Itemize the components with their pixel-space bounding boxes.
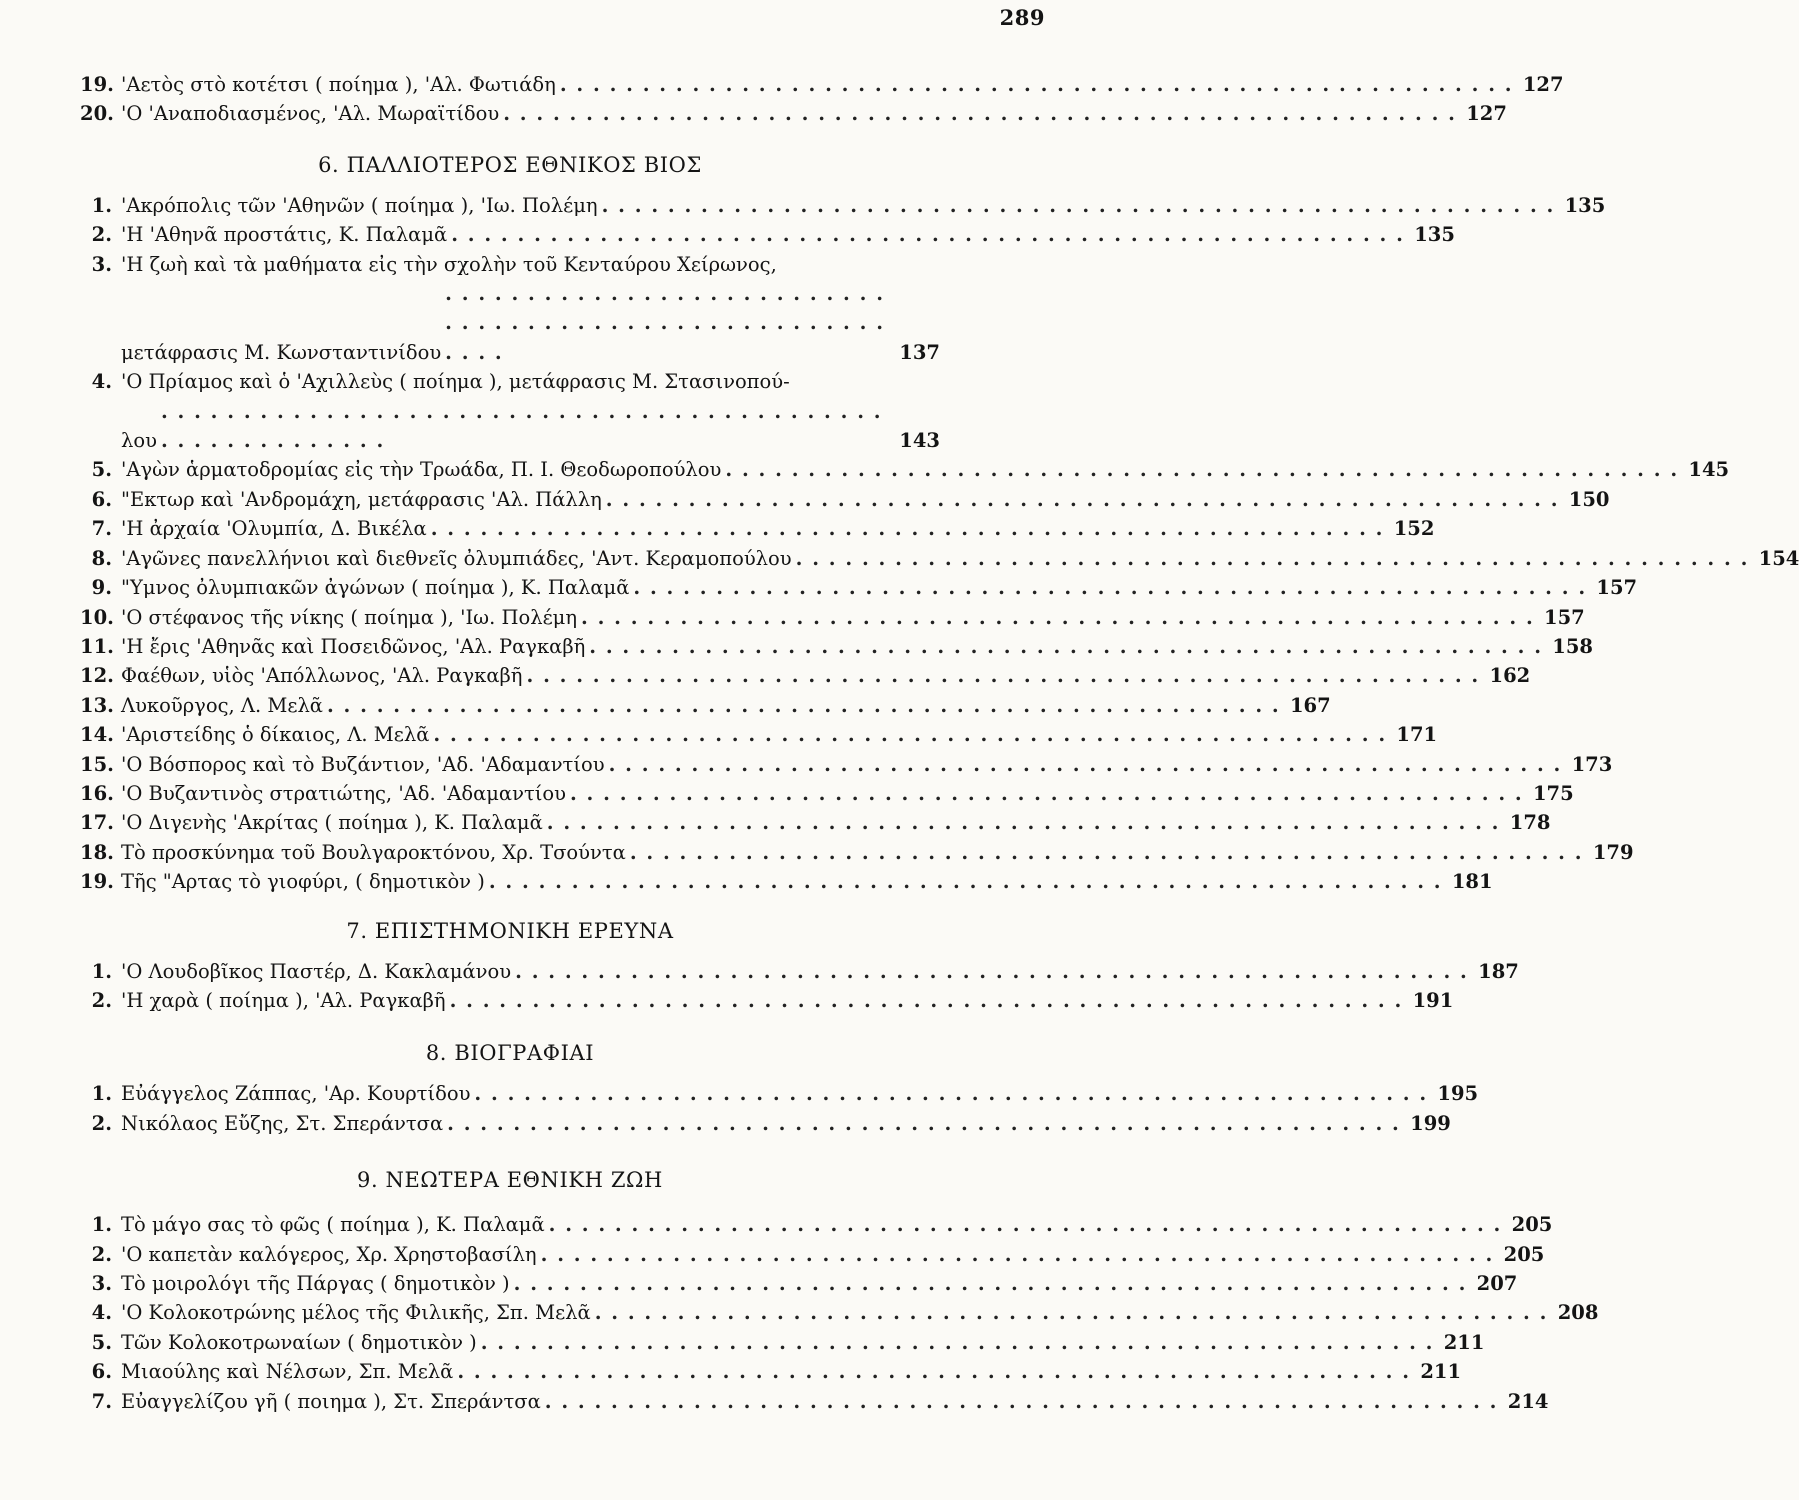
entry-title: 'Ο 'Αναποδιασμένος, 'Αλ. Μωραϊτίδου: [121, 102, 500, 126]
toc-entry: [80, 455, 1730, 484]
toc-entry: [80, 867, 1493, 896]
dot-leader: [537, 1240, 1497, 1269]
entry-number: 2.: [91, 1111, 112, 1135]
entry-title: Εὐαγγελίζου γῆ ( ποιημα ), Στ. Σπεράντσα: [121, 1389, 541, 1413]
dot-leader: [566, 779, 1526, 808]
entry-page: 214: [1507, 1389, 1549, 1413]
toc-entry: [80, 632, 1593, 661]
toc-entry: [80, 720, 1438, 749]
entry-title-continued: μετάφρασις Μ. Κωνσταντινίδου: [121, 340, 442, 364]
dot-leader: [591, 1298, 1551, 1327]
entry-number: 15.: [80, 752, 114, 776]
dot-leader: [499, 99, 1459, 128]
dot-leader: [446, 986, 1406, 1015]
dot-leader: [541, 1387, 1501, 1416]
entry-title: 'Η ζωὴ καὶ τὰ μαθήματα εἰς τὴν σχολὴν τοῦ Κενταύρου Χείρωνος,: [121, 252, 777, 276]
entry-page: 179: [1592, 840, 1634, 864]
entry-title: 'Ο καπετὰν καλόγερος, Χρ. Χρηστοβασίλη: [121, 1242, 537, 1266]
entry-number: 11.: [80, 634, 114, 658]
dot-leader: [441, 279, 892, 367]
toc-entry: [80, 1357, 1462, 1386]
dot-leader: [629, 573, 1589, 602]
entry-title: Νικόλαος Εὔζης, Στ. Σπεράντσα: [121, 1111, 444, 1135]
dot-leader: [427, 514, 1387, 543]
dot-leader: [545, 1210, 1505, 1239]
dot-leader: [477, 1328, 1437, 1357]
section-heading: 6. ΠΑΛΛΙΟΤΕΡΟΣ ΕΘΝΙΚΟΣ ΒΙΟΣ: [318, 152, 702, 177]
entry-title: 'Αγὼν ἁρματοδρομίας εἰς τὴν Τρωάδα, Π. Ι. Θεοδωροπούλου: [121, 458, 722, 482]
toc-entry: [80, 99, 1507, 128]
entry-number: 1.: [91, 1082, 112, 1106]
entry-title: 'Ακρόπολις τῶν 'Αθηνῶν ( ποίημα ), 'Ιω. Πολέμη: [121, 193, 598, 217]
dot-leader: [157, 397, 892, 456]
entry-page: 211: [1420, 1360, 1462, 1384]
entry-page: 127: [1522, 73, 1564, 96]
entry-page: 143: [899, 429, 940, 453]
entry-page: 157: [1544, 605, 1585, 629]
entry-number: 20.: [80, 102, 114, 126]
entry-page: 135: [1564, 193, 1606, 217]
dot-leader: [511, 957, 1471, 986]
section-heading: 9. ΝΕΩΤΕΡΑ ΕΘΝΙΚΗ ΖΩΗ: [357, 1168, 663, 1193]
toc-entry: [80, 691, 1331, 720]
entry-title: 'Ο Πρίαμος καὶ ὁ 'Αχιλλεὺς ( ποίημα ), μετάφρασις Μ. Στασινοπού-: [121, 370, 790, 394]
entry-title: 'Η ἀρχαία 'Ολυμπία, Δ. Βικέλα: [121, 517, 427, 541]
toc-section-7: [80, 918, 1519, 1016]
entry-title: Εὐάγγελος Ζάππας, 'Αρ. Κουρτίδου: [121, 1082, 471, 1106]
entry-number: 1.: [91, 959, 112, 983]
dot-leader: [556, 70, 1516, 99]
toc-section-6: [80, 152, 1799, 897]
entry-page: 207: [1476, 1272, 1518, 1295]
toc-entry: [80, 1269, 1518, 1298]
entry-title: 'Η χαρὰ ( ποίημα ), 'Αλ. Ραγκαβῆ: [121, 988, 446, 1012]
toc-entry: [80, 779, 1574, 808]
entry-number: 4.: [91, 1301, 112, 1325]
toc-entry: [80, 986, 1454, 1015]
toc-section-9: [80, 1168, 1599, 1416]
entry-number: 10.: [80, 605, 114, 629]
entry-page: 173: [1571, 752, 1613, 776]
toc-list: [80, 191, 1799, 897]
toc-entry: [80, 514, 1435, 543]
entry-page: 167: [1289, 693, 1331, 717]
toc-list: [80, 1079, 1479, 1138]
entry-page: 135: [1414, 223, 1455, 247]
entry-title: Φαέθων, υἱὸς 'Απόλλωνος, 'Αλ. Ραγκαβῆ: [121, 664, 523, 688]
toc-entry: [80, 1210, 1553, 1239]
entry-number: 6.: [91, 1360, 112, 1384]
toc-entry: [80, 1109, 1451, 1138]
entry-number: 7.: [91, 517, 112, 541]
entry-page: 205: [1503, 1242, 1545, 1266]
entry-first-line: [80, 367, 940, 396]
entry-page: 195: [1437, 1082, 1479, 1106]
entry-page: 154: [1758, 546, 1799, 570]
entry-page: 187: [1478, 959, 1519, 983]
page-number: 289: [999, 5, 1045, 30]
toc-entry: [80, 838, 1634, 867]
entry-number: 17.: [80, 811, 114, 835]
entry-title: Τῆς "Αρτας τὸ γιοφύρι, ( δημοτικὸν ): [121, 870, 485, 894]
dot-leader: [510, 1269, 1470, 1298]
entry-page: 150: [1568, 487, 1610, 511]
table-of-contents: [80, 70, 1799, 1416]
entry-title: "Εκτωρ καὶ 'Ανδρομάχη, μετάφρασις 'Αλ. Πάλλη: [121, 487, 602, 511]
entry-number: 19.: [80, 870, 114, 894]
dot-leader: [470, 1079, 1430, 1108]
entry-first-line: [80, 250, 940, 279]
toc-section-continued: [80, 70, 1564, 129]
entry-page: 181: [1451, 870, 1493, 894]
entry-number: 12.: [80, 664, 114, 688]
dot-leader: [523, 661, 1483, 690]
entry-number: 18.: [80, 840, 114, 864]
entry-number: 5.: [91, 458, 112, 482]
dot-leader: [585, 632, 1545, 661]
toc-entry: [80, 70, 1564, 99]
entry-title: 'Η 'Αθηνᾶ προστάτις, Κ. Παλαμᾶ: [121, 223, 448, 247]
entry-page: 208: [1557, 1301, 1599, 1325]
toc-entry: [80, 808, 1551, 837]
dot-leader: [721, 455, 1681, 484]
toc-entry: [80, 1298, 1599, 1327]
dot-leader: [447, 220, 1407, 249]
entry-number: 8.: [91, 546, 112, 570]
entry-number: 19.: [80, 73, 114, 96]
entry-title: Τὸ προσκύνημα τοῦ Βουλγαροκτόνου, Χρ. Τσούντα: [121, 840, 626, 864]
toc-entry: [80, 544, 1799, 573]
entry-number: 2.: [91, 223, 112, 247]
entry-number: 1.: [91, 193, 112, 217]
entry-page: 199: [1410, 1111, 1451, 1135]
entry-title: Μιαούλης καὶ Νέλσων, Σπ. Μελᾶ: [121, 1360, 454, 1384]
entry-title: 'Αετὸς στὸ κοτέτσι ( ποίημα ), 'Αλ. Φωτιάδη: [121, 73, 556, 96]
dot-leader: [577, 603, 1537, 632]
toc-entry: [80, 957, 1519, 986]
toc-entry: [80, 661, 1531, 690]
dot-leader: [429, 720, 1389, 749]
dot-leader: [543, 808, 1503, 837]
toc-entry: [80, 603, 1585, 632]
entry-title: 'Ο Βόσπορος καὶ τὸ Βυζάντιον, 'Αδ. 'Αδαμαντίου: [121, 752, 605, 776]
entry-page: 175: [1532, 781, 1574, 805]
entry-page: 127: [1466, 102, 1507, 126]
entry-number: 2.: [91, 1242, 112, 1266]
toc-entry: [80, 1328, 1485, 1357]
entry-continuation-line: [80, 397, 940, 456]
section-heading: 7. ΕΠΙΣΤΗΜΟΝΙΚΗ ΕΡΕΥΝΑ: [346, 918, 674, 943]
entry-page: 137: [899, 340, 940, 364]
entry-title: 'Ο στέφανος τῆς νίκης ( ποίημα ), 'Ιω. Πολέμη: [121, 605, 578, 629]
entry-number: 4.: [91, 370, 112, 394]
toc-list: [80, 957, 1519, 1016]
entry-title: Τὸ μοιρολόγι τῆς Πάργας ( δημοτικὸν ): [121, 1272, 510, 1295]
toc-entry: [80, 485, 1610, 514]
entry-number: 14.: [80, 723, 114, 747]
toc-section-8: [80, 1041, 1479, 1138]
entry-number: 3.: [91, 252, 112, 276]
dot-leader: [323, 691, 1283, 720]
entry-page: 152: [1393, 517, 1435, 541]
entry-page: 205: [1511, 1213, 1553, 1237]
dot-leader: [602, 485, 1562, 514]
entry-number: 6.: [91, 487, 112, 511]
entry-page: 178: [1509, 811, 1551, 835]
dot-leader: [605, 750, 1565, 779]
toc-entry: [80, 750, 1613, 779]
entry-page: 191: [1412, 988, 1454, 1012]
entry-title: Τὸ μάγο σας τὸ φῶς ( ποίημα ), Κ. Παλαμᾶ: [121, 1213, 545, 1237]
entry-page: 157: [1596, 576, 1638, 600]
dot-leader: [792, 544, 1752, 573]
entry-number: 16.: [80, 781, 114, 805]
entry-page: 171: [1396, 723, 1438, 747]
entry-number: 3.: [91, 1272, 112, 1295]
entry-number: 9.: [91, 576, 112, 600]
section-heading: 8. ΒΙΟΓΡΑΦΙΑΙ: [425, 1041, 595, 1066]
entry-title: "Υμνος ὀλυμπιακῶν ἀγώνων ( ποίημα ), Κ. Παλαμᾶ: [121, 576, 630, 600]
entry-number: 1.: [91, 1213, 112, 1237]
toc-entry: [80, 573, 1638, 602]
toc-entry: [80, 1079, 1479, 1108]
toc-entry: [80, 1387, 1549, 1416]
dot-leader: [485, 867, 1445, 896]
entry-page: 158: [1552, 634, 1593, 658]
entry-title-continued: λου: [121, 429, 157, 453]
toc-entry: [80, 367, 940, 455]
entry-title: 'Η ἔρις 'Αθηνᾶς καὶ Ποσειδῶνος, 'Αλ. Ραγκαβῆ: [121, 634, 586, 658]
entry-title: Λυκοῦργος, Λ. Μελᾶ: [121, 693, 323, 717]
entry-title: 'Ο Βυζαντινὸς στρατιώτης, 'Αδ. 'Αδαμαντίου: [121, 781, 566, 805]
toc-entry: [80, 191, 1606, 220]
toc-list: [80, 1210, 1599, 1416]
entry-number: 5.: [91, 1330, 112, 1354]
dot-leader: [626, 838, 1586, 867]
entry-title: 'Αγῶνες πανελλήνιοι καὶ διεθνεῖς ὀλυμπιάδες, 'Αντ. Κεραμοπούλου: [121, 546, 792, 570]
entry-title: 'Ο Λουδοβῖκος Παστέρ, Δ. Κακλαμάνου: [121, 959, 512, 983]
dot-leader: [598, 191, 1558, 220]
entry-continuation-line: [80, 279, 940, 367]
toc-entry: [80, 1240, 1545, 1269]
entry-title: 'Ο Κολοκοτρώνης μέλος τῆς Φιλικῆς, Σπ. Μελᾶ: [121, 1301, 591, 1325]
entry-number: 7.: [91, 1389, 112, 1413]
entry-title: 'Αριστείδης ὁ δίκαιος, Λ. Μελᾶ: [121, 723, 430, 747]
entry-number: 13.: [80, 693, 114, 717]
entry-page: 211: [1443, 1330, 1485, 1354]
entry-number: 2.: [91, 988, 112, 1012]
dot-leader: [453, 1357, 1413, 1386]
entry-page: 162: [1489, 664, 1531, 688]
toc-entry: [80, 220, 1455, 249]
dot-leader: [443, 1109, 1403, 1138]
toc-list: [80, 70, 1564, 129]
entry-page: 145: [1688, 458, 1730, 482]
toc-entry: [80, 250, 940, 368]
entry-title: Τῶν Κολοκοτρωναίων ( δημοτικὸν ): [121, 1330, 477, 1354]
entry-title: 'Ο Διγενὴς 'Ακρίτας ( ποίημα ), Κ. Παλαμᾶ: [121, 811, 543, 835]
